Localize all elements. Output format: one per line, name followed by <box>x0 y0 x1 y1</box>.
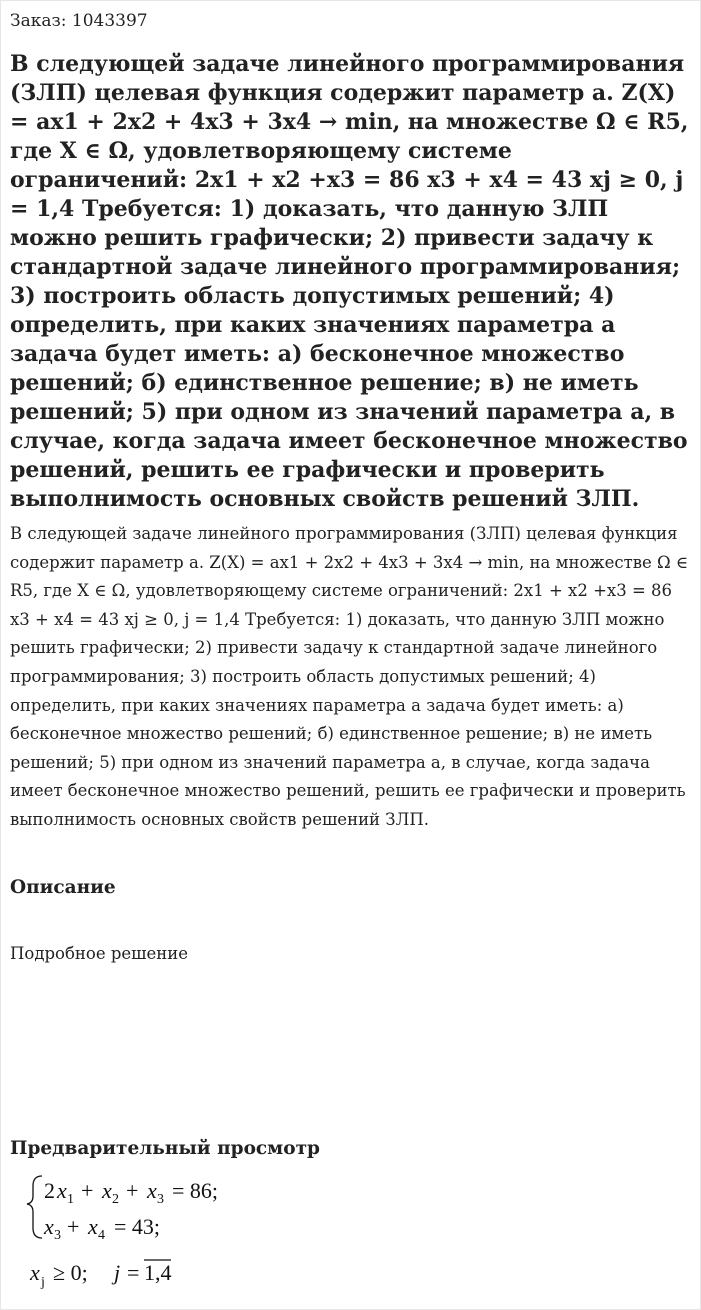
cond-sub: j <box>41 1275 45 1290</box>
cond-var: x <box>30 1260 40 1285</box>
cond-equals: = <box>127 1260 140 1285</box>
order-number: Заказ: 1043397 <box>10 11 148 31</box>
eq1-var1: x <box>57 1178 67 1203</box>
eq2-sub2: 4 <box>98 1228 105 1243</box>
eq1-plus2: + <box>126 1178 139 1203</box>
eq1-plus1: + <box>81 1178 94 1203</box>
preview-heading: Предварительный просмотр <box>10 1138 320 1159</box>
eq2-var2: x <box>88 1214 98 1239</box>
task-title: В следующей задаче линейного программирования (ЗЛП) целевая функция содержит параметр a. Z(X) = ax1 + 2x2 + 4x3 + 3x4 → min, на множестве Ω ∈ R5, где X ∈ Ω, удовлетворяющему системе ограничений: 2x1 + x2 +x3 = 86 x3 + x4 = 43 xj ≥ 0, j = 1,4 Требуется: 1) доказать, что данную ЗЛП можно решить графически; 2) привести задачу к стандартной задаче линейного программирования; 3) построить область допустимых решений; 4) определить, при каких значениях параметра a задача будет иметь: а) бесконечное множество решений; б) единственное решение; в) не иметь решений; 5) при одном из значений параметра a, в случае, когда задача имеет бесконечное множество решений, решить ее графически и проверить выполнимость основных свойств решений ЗЛП. <box>10 51 689 512</box>
eq2-sub1: 3 <box>54 1228 61 1243</box>
eq1-var3: x <box>147 1178 157 1203</box>
eq2-plus: + <box>67 1214 80 1239</box>
preview-formula <box>20 1166 320 1296</box>
system-brace <box>27 1176 42 1238</box>
eq1-coef: 2 <box>44 1178 55 1203</box>
eq1-rhs: = 86; <box>172 1178 219 1203</box>
description-text: Подробное решение <box>10 944 189 963</box>
eq1-var2: x <box>102 1178 112 1203</box>
eq2-var1: x <box>44 1214 54 1239</box>
eq1-sub1: 1 <box>67 1192 74 1207</box>
cond-index: j <box>114 1260 121 1285</box>
cond-range: 1,4 <box>144 1260 172 1285</box>
eq1-sub3: 3 <box>157 1192 164 1207</box>
eq2-rhs: = 43; <box>114 1214 161 1239</box>
eq1-sub2: 2 <box>112 1192 119 1207</box>
cond-relation: ≥ 0; <box>53 1260 88 1285</box>
task-description-text: В следующей задаче линейного программирования (ЗЛП) целевая функция содержит параметр a. Z(X) = ax1 + 2x2 + 4x3 + 3x4 → min, на множестве Ω ∈ R5, где X ∈ Ω, удовлетворяющему системе ограничений: 2x1 + x2 +x3 = 86 x3 + x4 = 43 xj ≥ 0, j = 1,4 Требуется: 1) доказать, что данную ЗЛП можно решить графически; 2) привести задачу к стандартной задаче линейного программирования; 3) построить область допустимых решений; 4) определить, при каких значениях параметра a задача будет иметь: а) бесконечное множество решений; б) единственное решение; в) не иметь решений; 5) при одном из значений параметра a, в случае, когда задача имеет бесконечное множество решений, решить ее графически и проверить выполнимость основных свойств решений ЗЛП. <box>10 524 689 829</box>
description-heading: Описание <box>10 877 116 898</box>
